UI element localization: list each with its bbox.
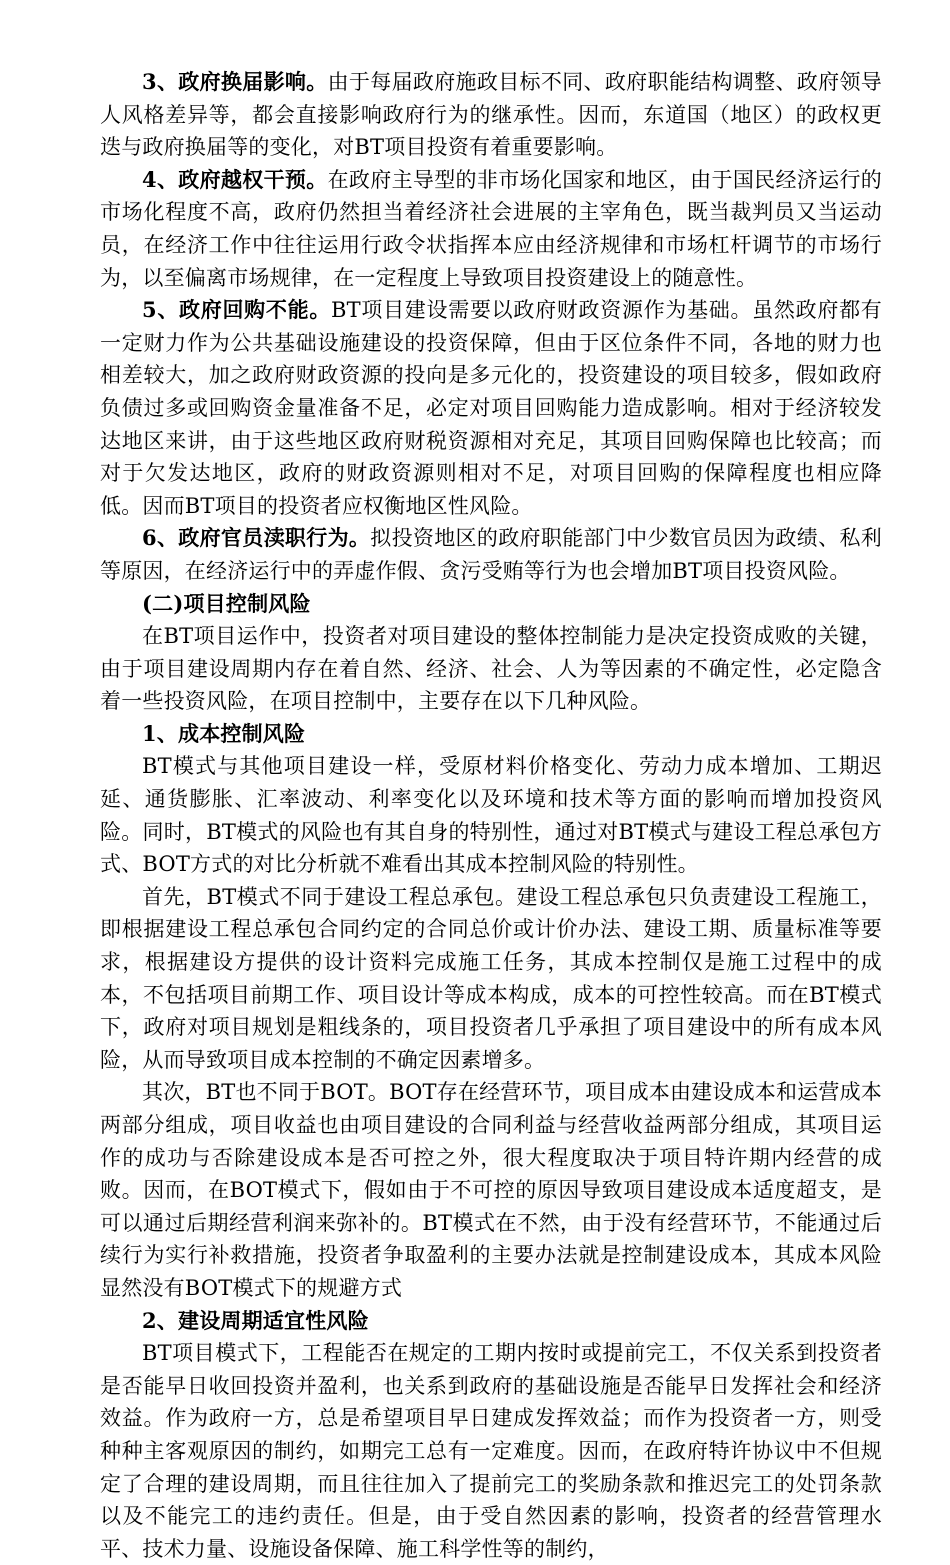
paragraph-official-misconduct (100, 522, 882, 587)
document-body (100, 66, 882, 1565)
paragraph-text: 在政府主导型的非市场化国家和地区，由于国民经济运行的市场化程度不高，政府仍然担当着经济社会进展的主宰角色，既当裁判员又当运动员，在经济工作中往往运用行政令状指挥本应由经济规律和市场杠杆调节的市场行为，以至偏离市场规律，在一定程度上导致项目投资建设上的随意性。 (100, 167, 882, 290)
section-intro: 在BT项目运作中，投资者对项目建设的整体控制能力是决定投资成败的关键，由于项目建设周期内存在着自然、经济、社会、人为等因素的不确定性，必定隐含着一些投资风险，在项目控制中，主要存在以下几种风险。 (100, 624, 882, 714)
paragraph-cost-overview: BT模式与其他项目建设一样，受原材料价格变化、劳动力成本增加、工期迟延、通货膨胀、汇率波动、利率变化以及环境和技术等方面的影响而增加投资风险。同时，BT模式的风险也有其自身的特别性，通过对BT模式与建设工程总承包方式、BOT方式的对比分析就不难看出其成本控制风险的特别性。 (100, 754, 882, 877)
subsection-heading-cost: 1、成本控制风险 (142, 720, 306, 746)
paragraph-lead: 5、政府回购不能。 (142, 297, 332, 323)
section-heading: (二)项目控制风险 (142, 590, 311, 616)
paragraph-text: BT项目建设需要以政府财政资源作为基础。虽然政府都有一定财力作为公共基础设施建设的投资保障，但由于区位条件不同，各地的财力也相差较大，加之政府财政资源的投向是多元化的，投资建设的项目较多，假如政府负债过多或回购资金量准备不足，必定对项目回购能力造成影响。相对于经济较发达地区来讲，由于这些地区政府财税资源相对充足，其项目回购保障也比较高；而对于欠发达地区，政府的财政资源则相对不足，对项目回购的保障程度也相应降低。因而BT项目的投资者应权衡地区性风险。 (100, 298, 882, 518)
paragraph-lead: 3、政府换届影响。 (142, 69, 328, 94)
paragraph-government-buyback (100, 294, 882, 522)
paragraph-lead: 4、政府越权干预。 (142, 166, 328, 192)
paragraph-government-overreach (100, 164, 882, 294)
paragraph-government-transition (100, 66, 882, 164)
paragraph-schedule-risk: BT项目模式下，工程能否在规定的工期内按时或提前完工，不仅关系到投资者是否能早日收回投资并盈利，也关系到政府的基础设施是否能早日发挥社会和经济效益。作为政府一方，总是希望项目早日建成发挥效益；而作为投资者一方，则受种种主客观原因的制约，如期完工总有一定难度。因而，在政府特许协议中不但规定了合理的建设周期，而且往往加入了提前完工的奖励条款和推迟完工的处罚条款以及不能完工的违约责任。但是，由于受自然因素的影响，投资者的经营管理水平、技术力量、设施设备保障、施工科学性等的制约， (100, 1341, 882, 1561)
paragraph-cost-vs-bot: 其次，BT也不同于BOT。BOT存在经营环节，项目成本由建设成本和运营成本两部分组成，项目收益也由项目建设的合同利益与经营收益两部分组成，其项目运作的成功与否除建设成本是否可控之外，很大程度取决于项目特许期内经营的成败。因而，在BOT模式下，假如由于不可控的原因导致项目建设成本适度超支，是可以通过后期经营利润来弥补的。BT模式在不然，由于没有经营环节，不能通过后续行为实行补救措施，投资者争取盈利的主要办法就是控制建设成本，其成本风险显然没有BOT模式下的规避方式 (100, 1080, 882, 1300)
subsection-heading-schedule: 2、建设周期适宜性风险 (142, 1307, 369, 1333)
paragraph-lead: 6、政府官员渎职行为。 (142, 525, 371, 551)
paragraph-cost-vs-epc: 首先，BT模式不同于建设工程总承包。建设工程总承包只负责建设工程施工，即根据建设工程总承包合同约定的合同总价或计价办法、建设工期、质量标准等要求，根据建设方提供的设计资料完成施工任务，其成本控制仅是施工过程中的成本，不包括项目前期工作、项目设计等成本构成，成本的可控性较高。而在BT模式下，政府对项目规划是粗线条的，项目投资者几乎承担了项目建设中的所有成本风险，从而导致项目成本控制的不确定因素增多。 (100, 884, 882, 1072)
paragraph-text: 拟投资地区的政府职能部门中少数官员因为政绩、私利等原因，在经济运行中的弄虚作假、贪污受贿等行为也会增加BT项目投资风险。 (100, 526, 882, 583)
paragraph-text: 由于每届政府施政目标不同、政府职能结构调整、政府领导人风格差异等，都会直接影响政府行为的继承性。因而，东道国（地区）的政权更迭与政府换届等的变化，对BT项目投资有着重要影响。 (100, 70, 882, 160)
